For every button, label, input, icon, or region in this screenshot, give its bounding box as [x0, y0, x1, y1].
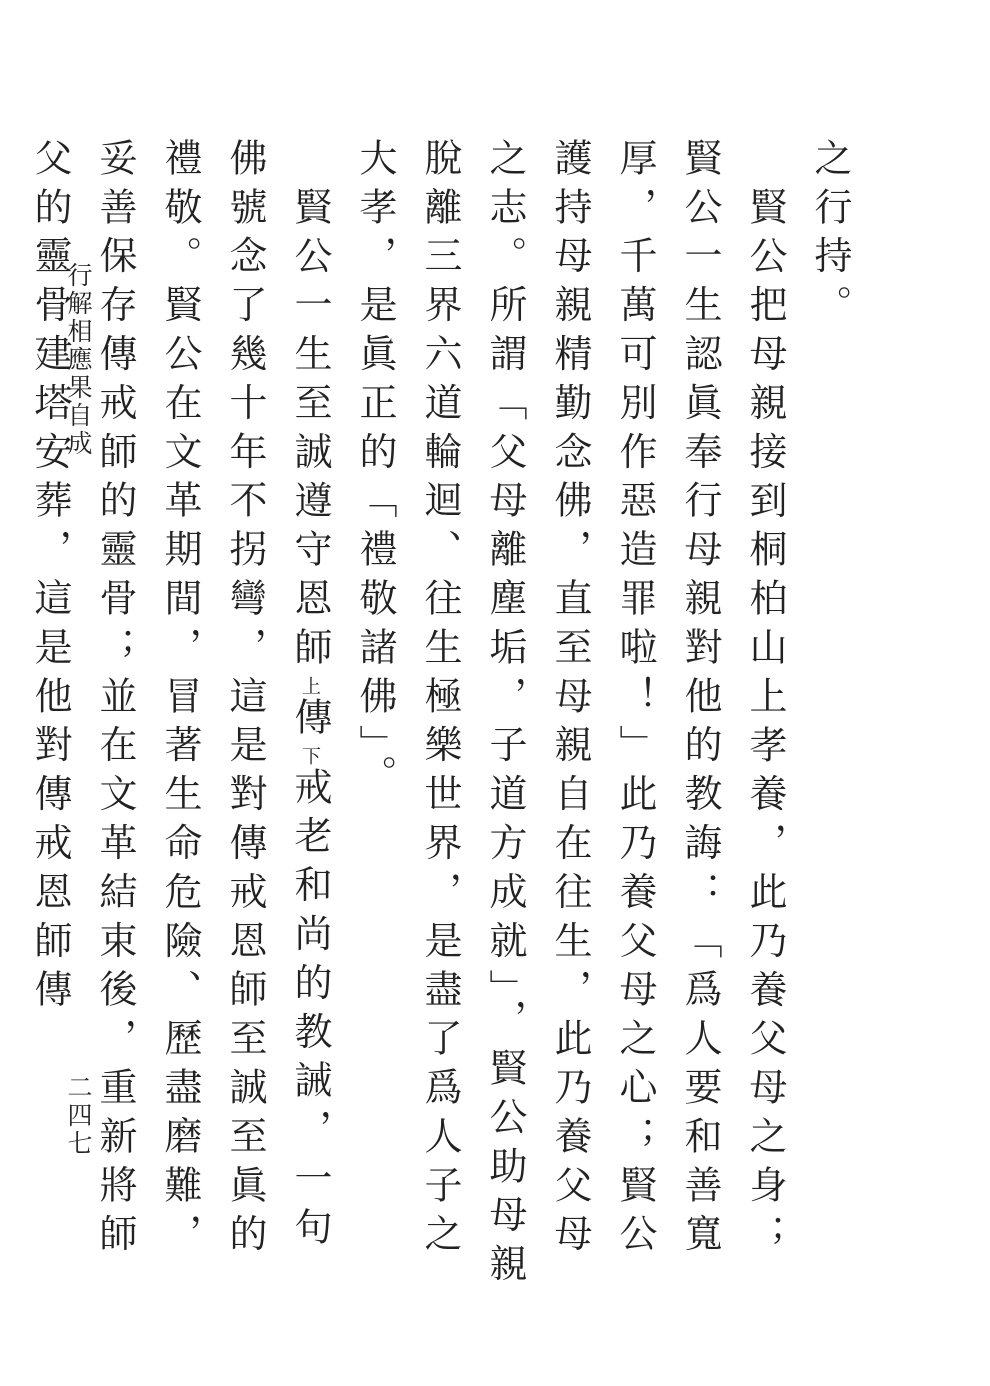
honorific-small-1: 上	[299, 675, 321, 697]
paragraph-3-part-3: 戒老和尚的教誡，一句佛號念了幾十年不拐彎，這是對傳戒恩師至誠至眞的禮敬。賢公在文革期間，冒著生命危險、歷盡磨難，妥善保存傳戒師的靈骨；並在文革結束後，重新將師父的靈骨建塔安葬，這是他對傳戒恩師傳	[28, 138, 332, 1263]
paragraph-3-part-2: 傳	[288, 696, 332, 746]
running-title: 行解相應果自成	[64, 262, 93, 458]
paragraph-2: 賢公把母親接到桐柏山上孝養，此乃養父母之身；賢公一生認眞奉行母親對他的教誨：「爲人要和善寬厚，千萬可別作惡造罪啦！」此乃養父母之心；賢公護持母親精勤念佛，直至母親自在往生，此乃養父母之志。所謂「父母離塵垢，子道方成就」，賢公助母親脫離三界六道輪迴、往生極樂世界，是盡了爲人子之大孝，是眞正的「禮敬諸佛」。	[353, 138, 787, 1293]
honorific-small-2: 下	[299, 745, 321, 767]
paragraph-1: 之行持。	[808, 138, 852, 334]
paragraph-3-part-1: 賢公一生至誠遵守恩師	[288, 186, 332, 676]
page-number: 二四七	[64, 1074, 93, 1158]
main-text	[17, 138, 862, 1298]
